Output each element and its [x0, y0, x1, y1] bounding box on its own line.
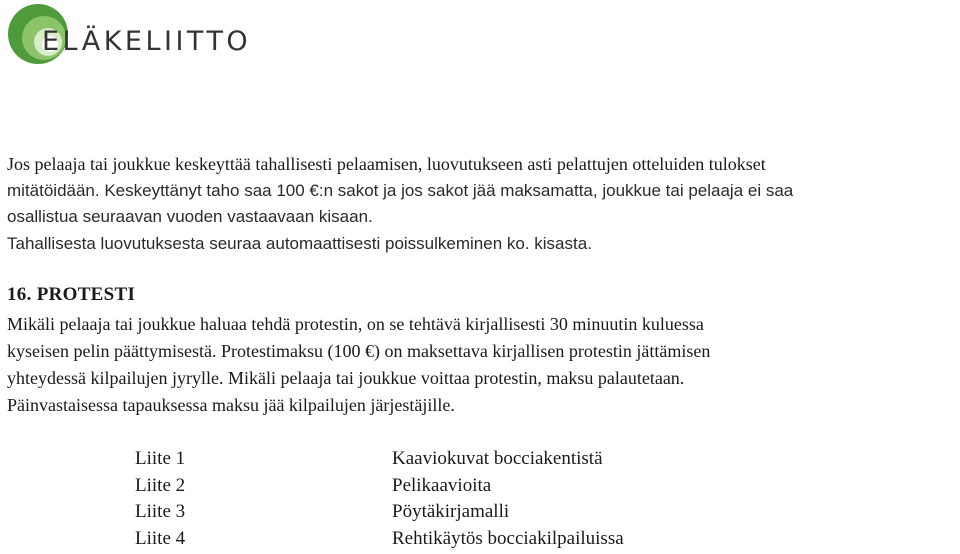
protest-line: kyseisen pelin päättymisestä. Protestimaksu (100 €) on maksettava kirjallisen protestin jättämisen: [7, 341, 711, 361]
intro-paragraph: [7, 151, 957, 257]
attachment-row: [135, 499, 835, 526]
attachment-title: Pöytäkirjamalli: [392, 501, 510, 522]
intro-line: mitätöidään. Keskeyttänyt taho saa 100 €:n sakot ja jos sakot jää maksamatta, joukkue tai pelaaja ei saa: [7, 180, 794, 200]
attachment-label: Liite 4: [135, 527, 186, 549]
protest-line: Päinvastaisessa tapauksessa maksu jää kilpailujen järjestäjille.: [7, 395, 455, 415]
section-heading: 16. PROTESTI: [7, 284, 136, 305]
attachment-row: [135, 446, 835, 473]
attachment-label: Liite 1: [135, 448, 186, 469]
intro-line: Tahallisesta luovutuksesta seuraa automaattisesti poissulkeminen ko. kisasta.: [7, 233, 592, 253]
logo-text: ELÄKELIITTO: [42, 25, 252, 57]
attachments-list: [135, 446, 835, 552]
intro-line: osallistua seuraavan vuoden vastaavaan kisaan.: [7, 207, 373, 226]
intro-line: Jos pelaaja tai joukkue keskeyttää tahallisesti pelaamisen, luovutukseen asti pelattujen otteluiden tulokset: [7, 154, 766, 174]
attachment-title: Kaaviokuvat bocciakentistä: [392, 448, 603, 469]
attachment-title: Pelikaavioita: [392, 474, 492, 496]
attachment-label: Liite 2: [135, 474, 186, 496]
protest-line: Mikäli pelaaja tai joukkue haluaa tehdä protestin, on se tehtävä kirjallisesti 30 minuutin kuluessa: [7, 314, 704, 334]
protest-paragraph: [7, 311, 957, 419]
attachment-row: [135, 526, 835, 553]
attachment-title: Rehtikäytös bocciakilpailuissa: [392, 527, 624, 549]
header: [6, 2, 251, 66]
protest-line: yhteydessä kilpailujen jyrylle. Mikäli pelaaja tai joukkue voittaa protestin, maksu palautetaan.: [7, 368, 685, 388]
attachment-label: Liite 3: [135, 501, 186, 522]
attachment-row: [135, 473, 835, 500]
